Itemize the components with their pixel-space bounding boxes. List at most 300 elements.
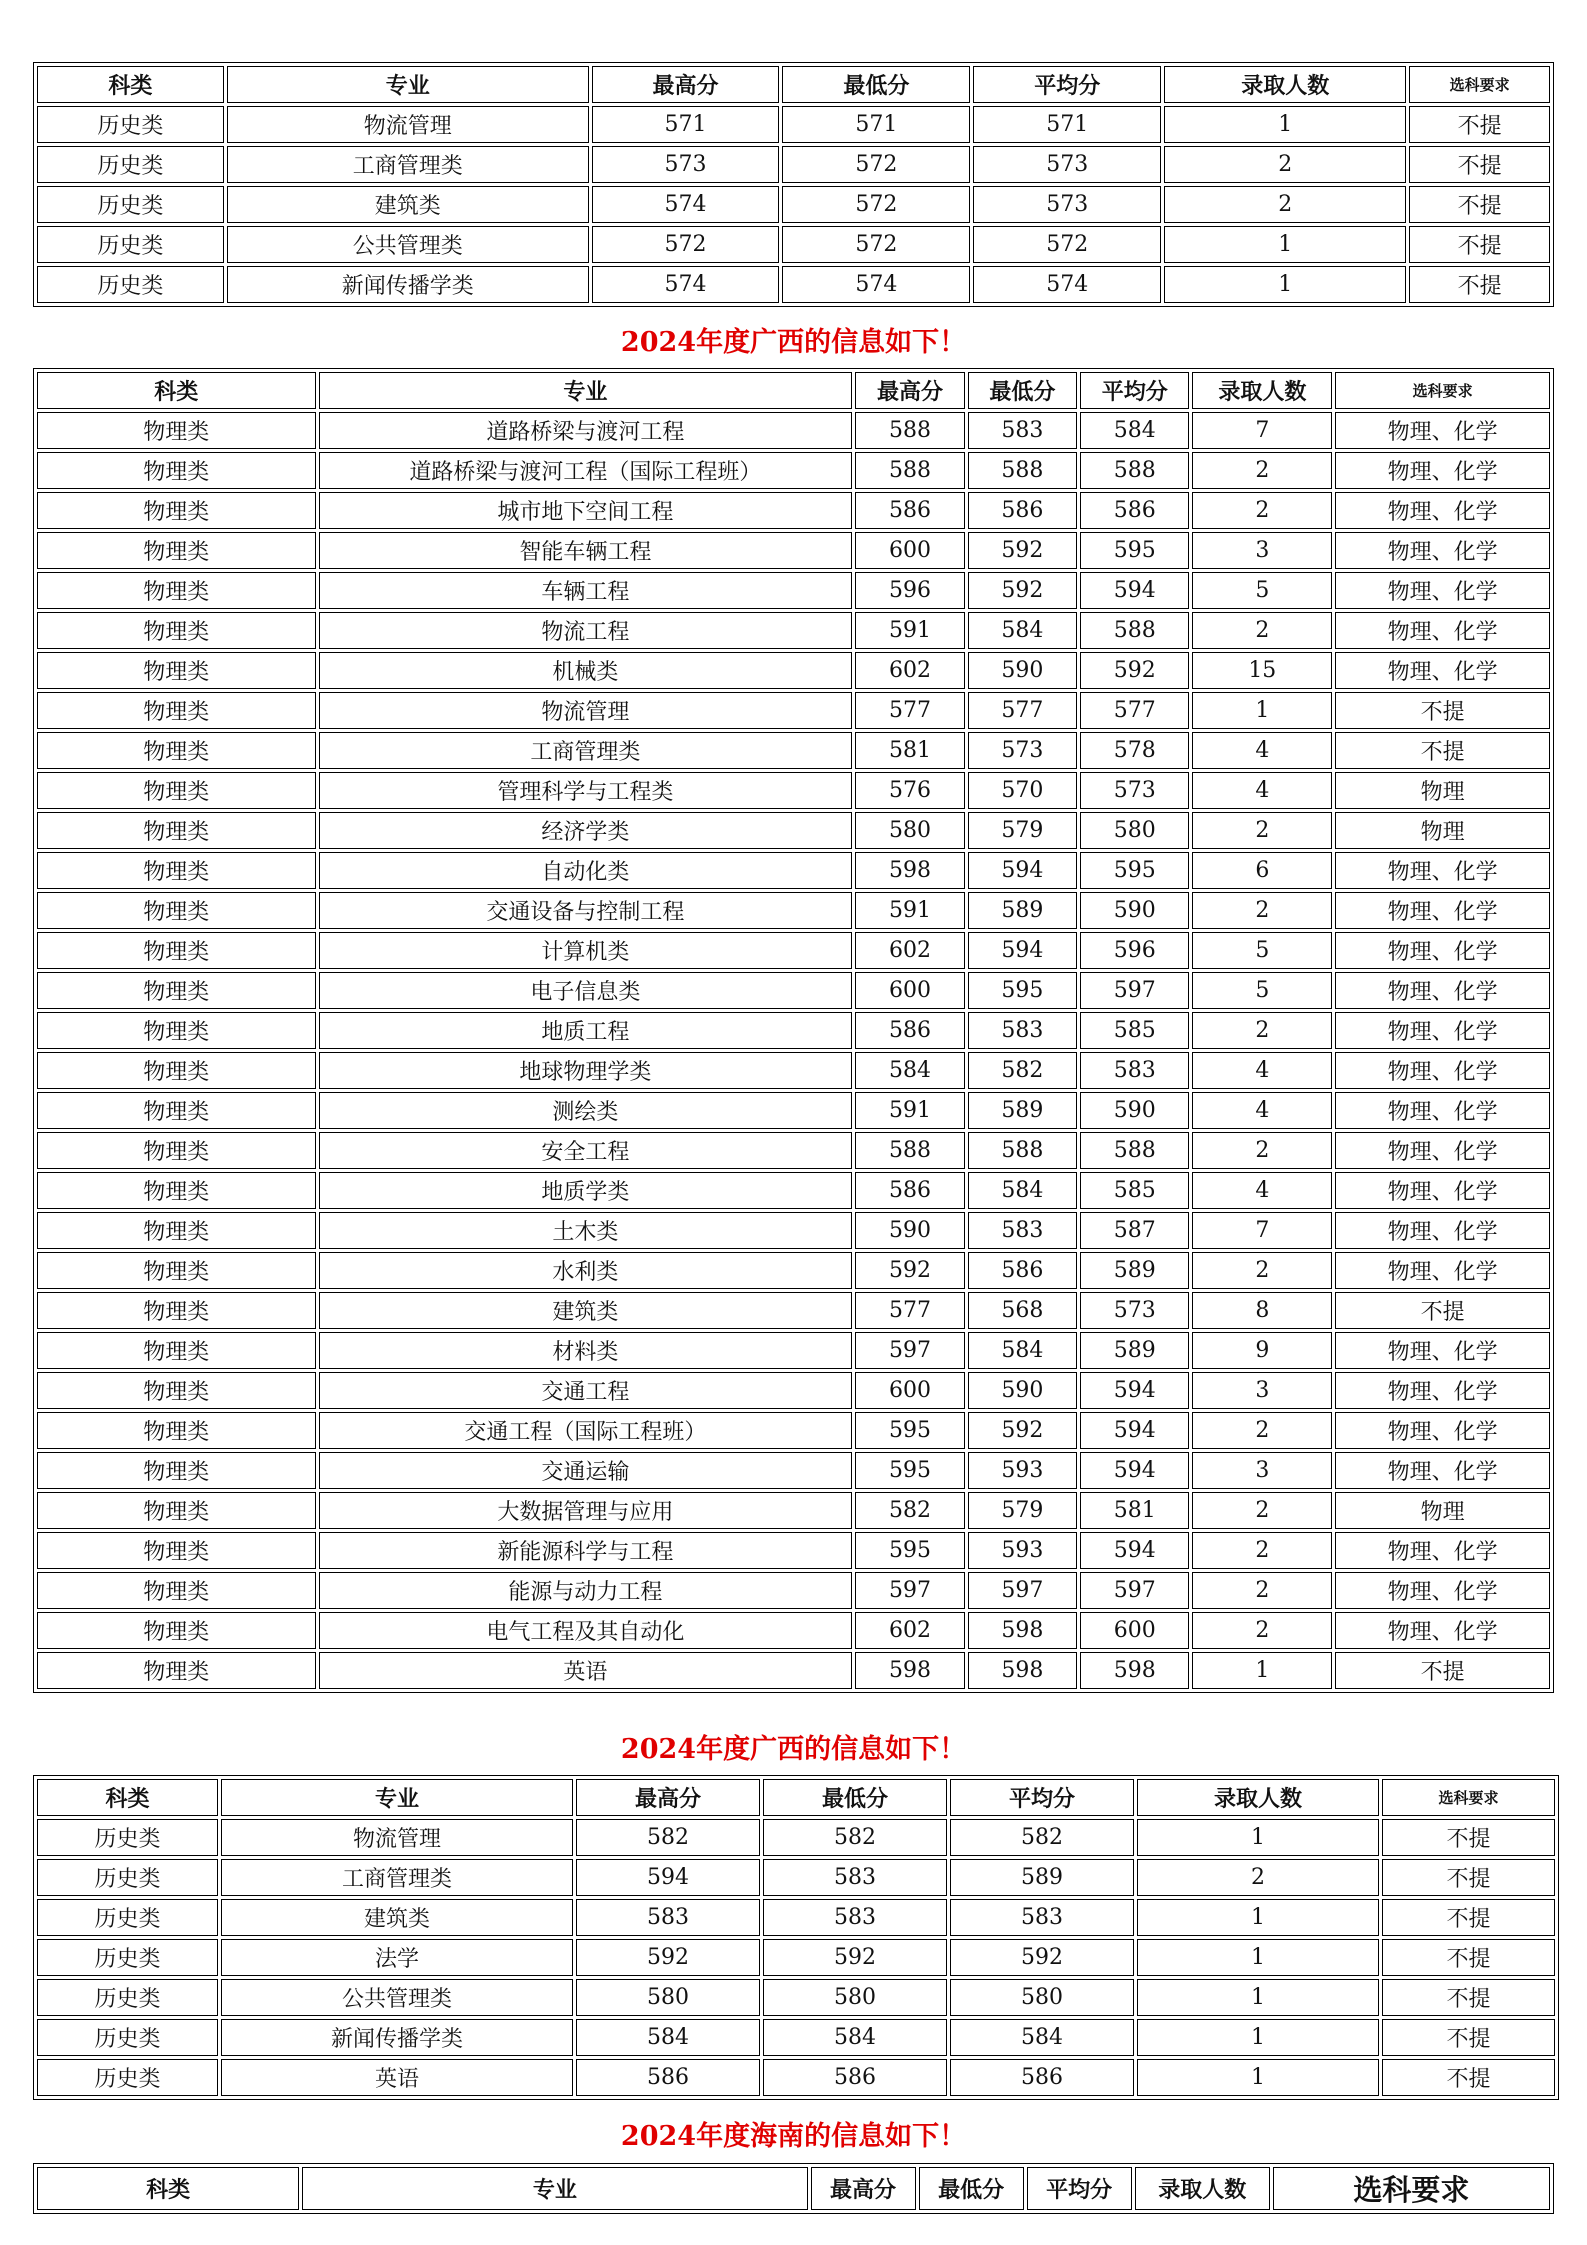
cell-max-score: 595 [855, 1532, 964, 1569]
cell-min-score: 592 [968, 532, 1077, 569]
cell-avg-score: 595 [1080, 532, 1189, 569]
table-row [37, 186, 1550, 223]
cell-category: 物理类 [37, 612, 316, 649]
cell-subject-requirement: 物理、化学 [1335, 492, 1550, 529]
header-subject-requirement: 选科要求 [1382, 1779, 1555, 1816]
cell-avg-score: 597 [1080, 1572, 1189, 1609]
table-row [37, 772, 1550, 809]
cell-max-score: 598 [855, 852, 964, 889]
cell-major: 工商管理类 [319, 732, 853, 769]
cell-category: 物理类 [37, 1572, 316, 1609]
cell-major: 材料类 [319, 1332, 853, 1369]
cell-max-score: 592 [576, 1939, 760, 1976]
table-row [37, 1372, 1550, 1409]
history-score-table-guangxi [33, 1775, 1559, 2100]
cell-max-score: 588 [855, 452, 964, 489]
cell-subject-requirement: 不提 [1382, 1899, 1555, 1936]
cell-major: 建筑类 [319, 1292, 853, 1329]
score-table-hainan [33, 2163, 1554, 2214]
cell-subject-requirement: 物理、化学 [1335, 1052, 1550, 1089]
cell-major: 地球物理学类 [319, 1052, 853, 1089]
cell-min-score: 580 [763, 1979, 947, 2016]
cell-major: 交通运输 [319, 1452, 853, 1489]
cell-subject-requirement: 物理、化学 [1335, 1132, 1550, 1169]
cell-subject-requirement: 物理、化学 [1335, 572, 1550, 609]
table-header-row [37, 66, 1550, 103]
cell-category: 历史类 [37, 106, 224, 143]
table-row [37, 452, 1550, 489]
cell-max-score: 590 [855, 1212, 964, 1249]
cell-subject-requirement: 不提 [1409, 226, 1550, 263]
cell-subject-requirement: 不提 [1335, 1652, 1550, 1689]
cell-major: 交通设备与控制工程 [319, 892, 853, 929]
cell-avg-score: 600 [1080, 1612, 1189, 1649]
cell-avg-score: 585 [1080, 1172, 1189, 1209]
cell-max-score: 588 [855, 412, 964, 449]
cell-max-score: 580 [855, 812, 964, 849]
table-row [37, 1172, 1550, 1209]
cell-category: 物理类 [37, 1332, 316, 1369]
cell-major: 物流管理 [227, 106, 589, 143]
cell-major: 能源与动力工程 [319, 1572, 853, 1609]
cell-max-score: 591 [855, 1092, 964, 1129]
cell-major: 测绘类 [319, 1092, 853, 1129]
cell-category: 物理类 [37, 1012, 316, 1049]
cell-subject-requirement: 物理、化学 [1335, 532, 1550, 569]
cell-avg-score: 594 [1080, 1372, 1189, 1409]
cell-major: 建筑类 [221, 1899, 573, 1936]
cell-category: 历史类 [37, 1819, 218, 1856]
cell-max-score: 594 [576, 1859, 760, 1896]
cell-avg-score: 595 [1080, 852, 1189, 889]
cell-max-score: 602 [855, 1612, 964, 1649]
cell-admitted-count: 2 [1192, 1492, 1332, 1529]
cell-min-score: 574 [782, 266, 970, 303]
cell-category: 历史类 [37, 1979, 218, 2016]
cell-admitted-count: 3 [1192, 532, 1332, 569]
cell-max-score: 600 [855, 972, 964, 1009]
cell-admitted-count: 5 [1192, 932, 1332, 969]
cell-admitted-count: 4 [1192, 1172, 1332, 1209]
table-row [37, 1412, 1550, 1449]
table-row [37, 692, 1550, 729]
cell-admitted-count: 2 [1192, 1012, 1332, 1049]
cell-category: 历史类 [37, 226, 224, 263]
table-row [37, 1939, 1555, 1976]
cell-avg-score: 594 [1080, 1412, 1189, 1449]
cell-subject-requirement: 物理、化学 [1335, 1372, 1550, 1409]
cell-min-score: 572 [782, 146, 970, 183]
header-max-score: 最高分 [592, 66, 780, 103]
table-row [37, 1532, 1550, 1569]
cell-max-score: 597 [855, 1572, 964, 1609]
header-major: 专业 [227, 66, 589, 103]
table-row [37, 1492, 1550, 1529]
cell-major: 道路桥梁与渡河工程 [319, 412, 853, 449]
cell-category: 物理类 [37, 1652, 316, 1689]
cell-max-score: 577 [855, 1292, 964, 1329]
cell-avg-score: 590 [1080, 892, 1189, 929]
cell-category: 物理类 [37, 692, 316, 729]
cell-admitted-count: 2 [1192, 812, 1332, 849]
cell-major: 自动化类 [319, 852, 853, 889]
cell-avg-score: 571 [973, 106, 1161, 143]
table-row [37, 1332, 1550, 1369]
cell-major: 计算机类 [319, 932, 853, 969]
cell-subject-requirement: 物理 [1335, 1492, 1550, 1529]
cell-category: 物理类 [37, 1532, 316, 1569]
cell-min-score: 579 [968, 812, 1077, 849]
cell-category: 历史类 [37, 186, 224, 223]
cell-avg-score: 572 [973, 226, 1161, 263]
cell-max-score: 600 [855, 1372, 964, 1409]
cell-major: 新能源科学与工程 [319, 1532, 853, 1569]
table-row [37, 892, 1550, 929]
header-min-score: 最低分 [919, 2167, 1024, 2210]
cell-category: 物理类 [37, 1252, 316, 1289]
header-admitted-count: 录取人数 [1135, 2167, 1270, 2210]
table-row [37, 1652, 1550, 1689]
cell-major: 物流管理 [319, 692, 853, 729]
cell-subject-requirement: 不提 [1382, 1859, 1555, 1896]
cell-avg-score: 588 [1080, 1132, 1189, 1169]
cell-admitted-count: 2 [1192, 1572, 1332, 1609]
cell-subject-requirement: 不提 [1382, 2059, 1555, 2096]
cell-subject-requirement: 物理、化学 [1335, 1412, 1550, 1449]
cell-major: 水利类 [319, 1252, 853, 1289]
cell-avg-score: 585 [1080, 1012, 1189, 1049]
cell-avg-score: 578 [1080, 732, 1189, 769]
cell-max-score: 584 [855, 1052, 964, 1089]
cell-avg-score: 594 [1080, 572, 1189, 609]
cell-avg-score: 581 [1080, 1492, 1189, 1529]
table-header-row [37, 372, 1550, 409]
cell-max-score: 596 [855, 572, 964, 609]
cell-admitted-count: 2 [1192, 1532, 1332, 1569]
cell-avg-score: 592 [950, 1939, 1134, 1976]
cell-admitted-count: 2 [1192, 892, 1332, 929]
table-row [37, 1052, 1550, 1089]
cell-admitted-count: 2 [1192, 1252, 1332, 1289]
cell-admitted-count: 9 [1192, 1332, 1332, 1369]
cell-subject-requirement: 物理、化学 [1335, 1092, 1550, 1129]
cell-max-score: 595 [855, 1452, 964, 1489]
cell-category: 物理类 [37, 772, 316, 809]
cell-min-score: 592 [763, 1939, 947, 1976]
header-subject-requirement: 选科要求 [1273, 2167, 1550, 2210]
cell-min-score: 598 [968, 1612, 1077, 1649]
cell-max-score: 582 [576, 1819, 760, 1856]
cell-min-score: 595 [968, 972, 1077, 1009]
cell-min-score: 568 [968, 1292, 1077, 1329]
cell-min-score: 583 [968, 1212, 1077, 1249]
cell-min-score: 588 [968, 1132, 1077, 1169]
cell-min-score: 594 [968, 932, 1077, 969]
cell-max-score: 574 [592, 266, 780, 303]
cell-max-score: 586 [855, 1012, 964, 1049]
cell-admitted-count: 7 [1192, 1212, 1332, 1249]
cell-subject-requirement: 物理、化学 [1335, 1212, 1550, 1249]
cell-admitted-count: 15 [1192, 652, 1332, 689]
cell-category: 历史类 [37, 1859, 218, 1896]
cell-category: 物理类 [37, 932, 316, 969]
cell-avg-score: 588 [1080, 612, 1189, 649]
cell-avg-score: 573 [1080, 1292, 1189, 1329]
cell-subject-requirement: 物理、化学 [1335, 1572, 1550, 1609]
cell-max-score: 584 [576, 2019, 760, 2056]
cell-major: 新闻传播学类 [227, 266, 589, 303]
cell-major: 法学 [221, 1939, 573, 1976]
cell-major: 电子信息类 [319, 972, 853, 1009]
cell-max-score: 588 [855, 1132, 964, 1169]
header-admitted-count: 录取人数 [1192, 372, 1332, 409]
table-row [37, 1899, 1555, 1936]
cell-category: 物理类 [37, 1132, 316, 1169]
table-row [37, 812, 1550, 849]
cell-admitted-count: 1 [1164, 106, 1406, 143]
cell-category: 物理类 [37, 732, 316, 769]
table-header-row [37, 2167, 1550, 2210]
cell-max-score: 586 [576, 2059, 760, 2096]
cell-max-score: 573 [592, 146, 780, 183]
table-row [37, 1292, 1550, 1329]
cell-subject-requirement: 不提 [1409, 106, 1550, 143]
cell-category: 物理类 [37, 1452, 316, 1489]
cell-max-score: 591 [855, 612, 964, 649]
table-row [37, 1212, 1550, 1249]
cell-category: 物理类 [37, 972, 316, 1009]
cell-min-score: 572 [782, 186, 970, 223]
cell-admitted-count: 1 [1164, 266, 1406, 303]
cell-max-score: 602 [855, 932, 964, 969]
header-avg-score: 平均分 [1027, 2167, 1132, 2210]
cell-major: 电气工程及其自动化 [319, 1612, 853, 1649]
cell-admitted-count: 7 [1192, 412, 1332, 449]
header-category: 科类 [37, 1779, 218, 1816]
header-avg-score: 平均分 [950, 1779, 1134, 1816]
header-min-score: 最低分 [782, 66, 970, 103]
cell-major: 物流工程 [319, 612, 853, 649]
cell-category: 物理类 [37, 1612, 316, 1649]
cell-category: 物理类 [37, 1172, 316, 1209]
cell-category: 历史类 [37, 146, 224, 183]
cell-min-score: 589 [968, 892, 1077, 929]
cell-category: 物理类 [37, 852, 316, 889]
cell-avg-score: 597 [1080, 972, 1189, 1009]
header-major: 专业 [221, 1779, 573, 1816]
cell-admitted-count: 5 [1192, 972, 1332, 1009]
cell-category: 物理类 [37, 1292, 316, 1329]
cell-admitted-count: 2 [1192, 1412, 1332, 1449]
cell-max-score: 591 [855, 892, 964, 929]
cell-avg-score: 573 [1080, 772, 1189, 809]
cell-min-score: 584 [968, 1172, 1077, 1209]
cell-admitted-count: 8 [1192, 1292, 1332, 1329]
cell-avg-score: 589 [1080, 1252, 1189, 1289]
cell-category: 物理类 [37, 1412, 316, 1449]
cell-min-score: 583 [763, 1859, 947, 1896]
cell-major: 交通工程（国际工程班） [319, 1412, 853, 1449]
cell-subject-requirement: 物理、化学 [1335, 852, 1550, 889]
cell-avg-score: 574 [973, 266, 1161, 303]
cell-subject-requirement: 物理 [1335, 772, 1550, 809]
cell-major: 英语 [221, 2059, 573, 2096]
cell-min-score: 572 [782, 226, 970, 263]
table-row [37, 572, 1550, 609]
cell-admitted-count: 2 [1192, 492, 1332, 529]
cell-category: 物理类 [37, 492, 316, 529]
cell-category: 物理类 [37, 1492, 316, 1529]
cell-subject-requirement: 物理、化学 [1335, 932, 1550, 969]
cell-admitted-count: 1 [1137, 1819, 1379, 1856]
cell-major: 地质工程 [319, 1012, 853, 1049]
cell-admitted-count: 6 [1192, 852, 1332, 889]
cell-admitted-count: 3 [1192, 1452, 1332, 1489]
table-row [37, 972, 1550, 1009]
cell-admitted-count: 1 [1137, 1939, 1379, 1976]
table-row [37, 532, 1550, 569]
cell-max-score: 582 [855, 1492, 964, 1529]
table-header-row [37, 1779, 1555, 1816]
cell-major: 物流管理 [221, 1819, 573, 1856]
cell-avg-score: 583 [1080, 1052, 1189, 1089]
cell-category: 物理类 [37, 1372, 316, 1409]
table-row [37, 652, 1550, 689]
cell-avg-score: 590 [1080, 1092, 1189, 1129]
cell-subject-requirement: 不提 [1335, 692, 1550, 729]
cell-major: 车辆工程 [319, 572, 853, 609]
cell-avg-score: 584 [950, 2019, 1134, 2056]
cell-major: 新闻传播学类 [221, 2019, 573, 2056]
cell-admitted-count: 4 [1192, 1092, 1332, 1129]
cell-category: 物理类 [37, 652, 316, 689]
cell-admitted-count: 2 [1192, 1132, 1332, 1169]
table-row [37, 492, 1550, 529]
cell-category: 物理类 [37, 1212, 316, 1249]
header-subject-requirement: 选科要求 [1335, 372, 1550, 409]
cell-category: 历史类 [37, 1939, 218, 1976]
cell-min-score: 571 [782, 106, 970, 143]
table-row [37, 1132, 1550, 1169]
cell-admitted-count: 2 [1164, 186, 1406, 223]
cell-avg-score: 594 [1080, 1452, 1189, 1489]
table-row [37, 106, 1550, 143]
cell-admitted-count: 2 [1192, 612, 1332, 649]
cell-max-score: 580 [576, 1979, 760, 2016]
cell-max-score: 586 [855, 492, 964, 529]
cell-max-score: 583 [576, 1899, 760, 1936]
cell-admitted-count: 1 [1137, 1979, 1379, 2016]
table-row [37, 612, 1550, 649]
cell-max-score: 572 [592, 226, 780, 263]
table-row [37, 1572, 1550, 1609]
cell-avg-score: 582 [950, 1819, 1134, 1856]
cell-subject-requirement: 不提 [1409, 266, 1550, 303]
table-row [37, 2019, 1555, 2056]
cell-max-score: 586 [855, 1172, 964, 1209]
cell-category: 物理类 [37, 892, 316, 929]
cell-avg-score: 580 [950, 1979, 1134, 2016]
cell-avg-score: 594 [1080, 1532, 1189, 1569]
cell-major: 智能车辆工程 [319, 532, 853, 569]
cell-admitted-count: 1 [1137, 2019, 1379, 2056]
cell-subject-requirement: 不提 [1409, 186, 1550, 223]
table-row [37, 412, 1550, 449]
cell-admitted-count: 2 [1192, 1612, 1332, 1649]
cell-avg-score: 580 [1080, 812, 1189, 849]
table-row [37, 852, 1550, 889]
cell-max-score: 598 [855, 1652, 964, 1689]
table-row [37, 146, 1550, 183]
cell-avg-score: 589 [1080, 1332, 1189, 1369]
cell-major: 道路桥梁与渡河工程（国际工程班） [319, 452, 853, 489]
cell-max-score: 577 [855, 692, 964, 729]
table-row [37, 1612, 1550, 1649]
cell-admitted-count: 4 [1192, 772, 1332, 809]
cell-admitted-count: 5 [1192, 572, 1332, 609]
cell-category: 物理类 [37, 452, 316, 489]
cell-max-score: 595 [855, 1412, 964, 1449]
cell-major: 建筑类 [227, 186, 589, 223]
cell-major: 土木类 [319, 1212, 853, 1249]
cell-subject-requirement: 物理、化学 [1335, 1252, 1550, 1289]
cell-admitted-count: 2 [1164, 146, 1406, 183]
cell-min-score: 593 [968, 1452, 1077, 1489]
cell-min-score: 598 [968, 1652, 1077, 1689]
header-admitted-count: 录取人数 [1137, 1779, 1379, 1816]
cell-subject-requirement: 物理、化学 [1335, 652, 1550, 689]
cell-subject-requirement: 不提 [1382, 1979, 1555, 2016]
cell-major: 管理科学与工程类 [319, 772, 853, 809]
cell-major: 工商管理类 [227, 146, 589, 183]
header-subject-requirement: 选科要求 [1409, 66, 1550, 103]
table-row [37, 732, 1550, 769]
cell-admitted-count: 4 [1192, 1052, 1332, 1089]
cell-min-score: 590 [968, 1372, 1077, 1409]
cell-min-score: 582 [763, 1819, 947, 1856]
cell-admitted-count: 2 [1137, 1859, 1379, 1896]
cell-major: 交通工程 [319, 1372, 853, 1409]
cell-subject-requirement: 不提 [1409, 146, 1550, 183]
table-row [37, 1012, 1550, 1049]
header-category: 科类 [37, 372, 316, 409]
cell-category: 物理类 [37, 1052, 316, 1089]
cell-admitted-count: 1 [1192, 1652, 1332, 1689]
cell-avg-score: 584 [1080, 412, 1189, 449]
cell-min-score: 588 [968, 452, 1077, 489]
cell-min-score: 583 [968, 412, 1077, 449]
cell-avg-score: 598 [1080, 1652, 1189, 1689]
cell-category: 历史类 [37, 1899, 218, 1936]
cell-subject-requirement: 物理、化学 [1335, 412, 1550, 449]
cell-min-score: 577 [968, 692, 1077, 729]
cell-category: 物理类 [37, 812, 316, 849]
cell-category: 物理类 [37, 412, 316, 449]
cell-min-score: 573 [968, 732, 1077, 769]
cell-major: 经济学类 [319, 812, 853, 849]
cell-max-score: 600 [855, 532, 964, 569]
cell-min-score: 584 [968, 612, 1077, 649]
cell-min-score: 594 [968, 852, 1077, 889]
cell-admitted-count: 4 [1192, 732, 1332, 769]
cell-min-score: 593 [968, 1532, 1077, 1569]
cell-min-score: 589 [968, 1092, 1077, 1129]
cell-max-score: 574 [592, 186, 780, 223]
cell-subject-requirement: 物理 [1335, 812, 1550, 849]
cell-min-score: 584 [968, 1332, 1077, 1369]
cell-min-score: 583 [763, 1899, 947, 1936]
history-score-table-1 [33, 62, 1554, 307]
